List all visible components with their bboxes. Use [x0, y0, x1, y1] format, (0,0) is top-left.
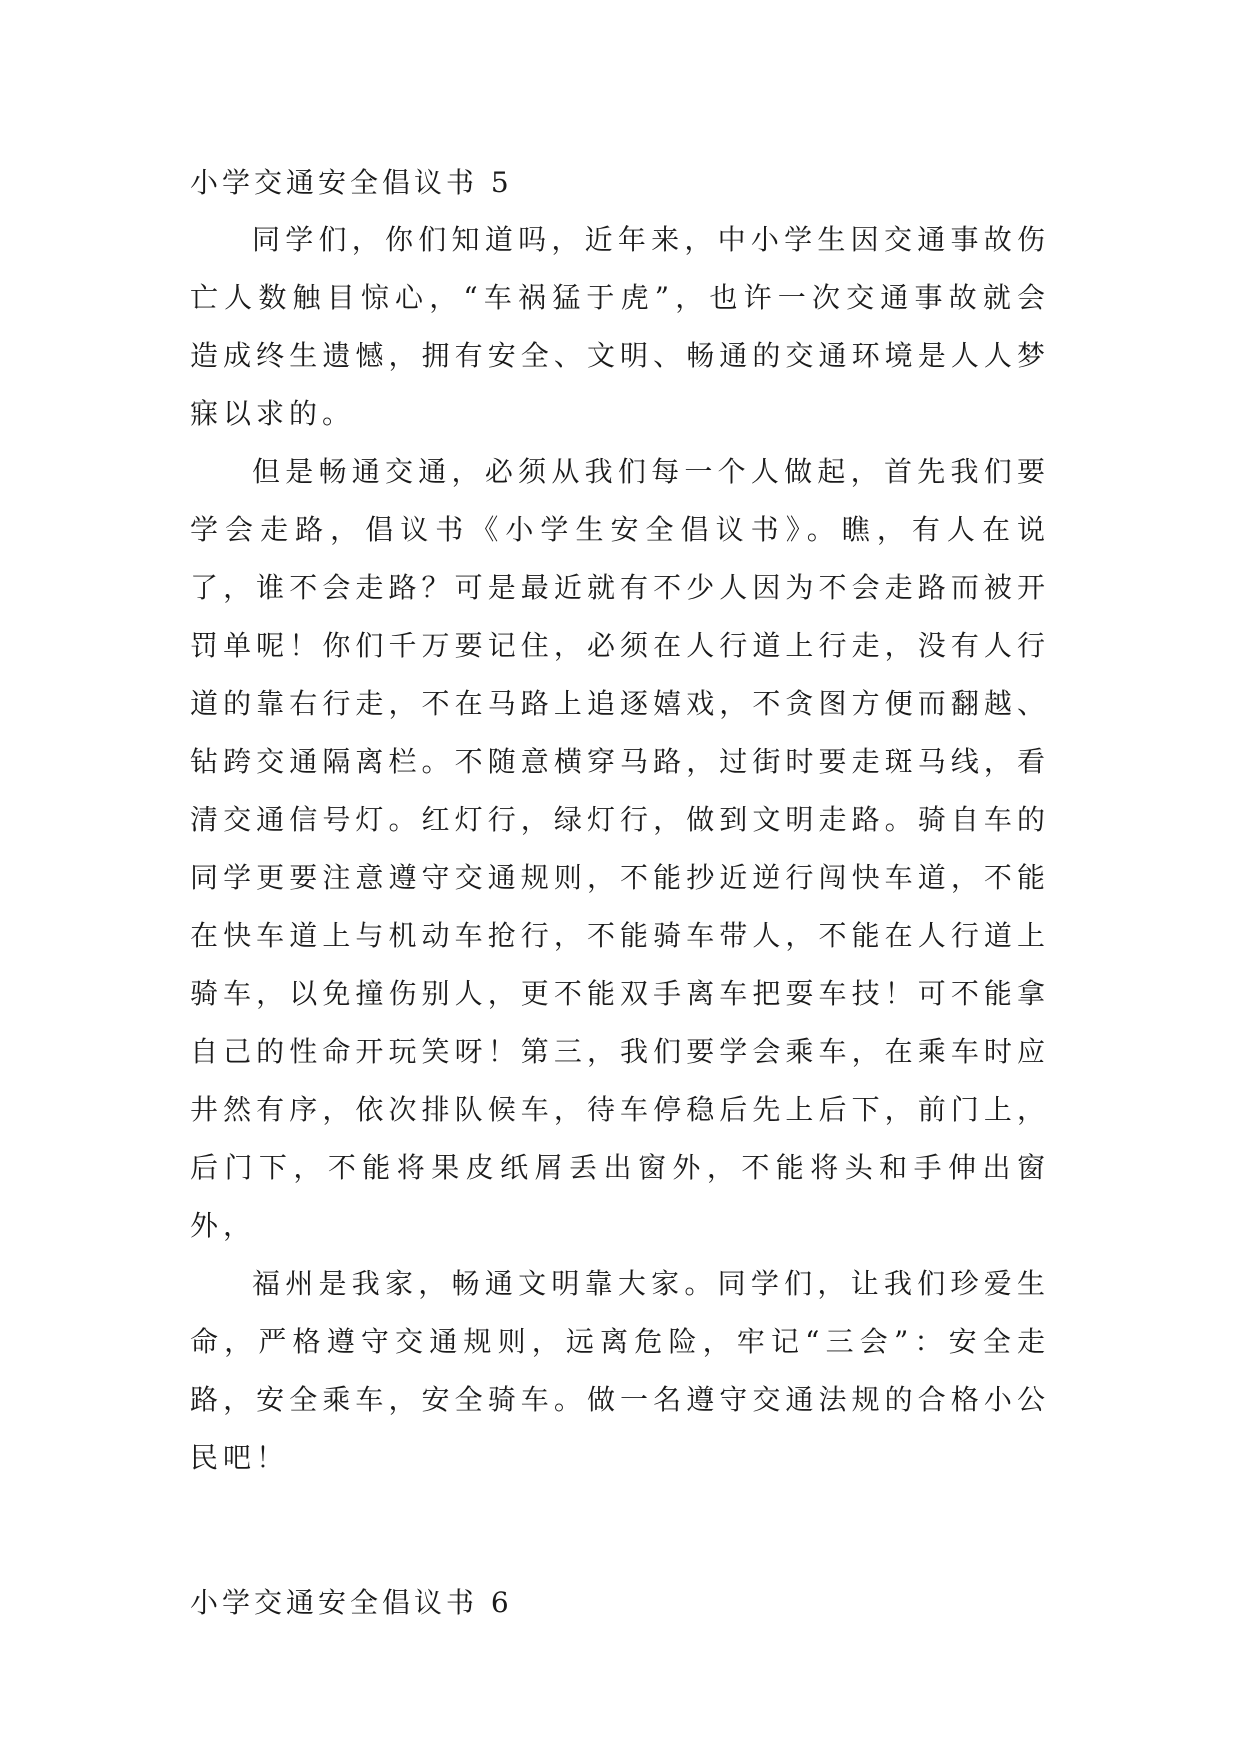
- section-5-paragraph-2: 但是畅通交通，必须从我们每一个人做起，首先我们要学会走路，倡议书《小学生安全倡议书》。瞧，有人在说了，谁不会走路？可是最近就有不少人因为不会走路而被开罚单呢！你们千万要记住，必须在人行道上行走，没有人行道的靠右行走，不在马路上追逐嬉戏，不贪图方便而翻越、钻跨交通隔离栏。不随意横穿马路，过街时要走斑马线，看清交通信号灯。红灯行，绿灯行，做到文明走路。骑自车的同学更要注意遵守交通规则，不能抄近逆行闯快车道，不能在快车道上与机动车抢行，不能骑车带人，不能在人行道上骑车，以免撞伤别人，更不能双手离车把耍车技！可不能拿自己的性命开玩笑呀！第三，我们要学会乘车，在乘车时应井然有序，依次排队候车，待车停稳后先上后下，前门上，后门下，不能将果皮纸屑丢出窗外，不能将头和手伸出窗外，: [190, 455, 1050, 1242]
- section-6-title: 小学交通安全倡议书 6: [190, 1586, 513, 1619]
- section-spacer: [190, 1487, 1050, 1575]
- document-body: [190, 155, 1050, 1631]
- section-5-paragraph-3: 福州是我家，畅通文明靠大家。同学们，让我们珍爱生命，严格遵守交通规则，远离危险，牢记“三会”：安全走路，安全乘车，安全骑车。做一名遵守交通法规的合格小公民吧！: [190, 1267, 1050, 1474]
- section-5-paragraph-1: 同学们，你们知道吗，近年来，中小学生因交通事故伤亡人数触目惊心，“车祸猛于虎”，也许一次交通事故就会造成终生遗憾，拥有安全、文明、畅通的交通环境是人人梦寐以求的。: [190, 223, 1050, 430]
- section-5-title: 小学交通安全倡议书 5: [190, 166, 513, 199]
